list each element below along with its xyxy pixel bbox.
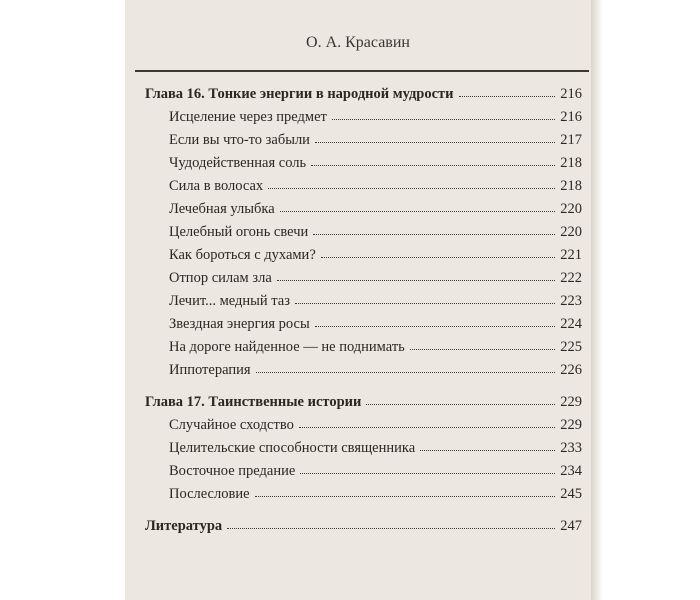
item-title: Сила в волосах bbox=[169, 178, 264, 194]
toc-item bbox=[169, 245, 582, 263]
item-title: Иппотерапия bbox=[169, 362, 251, 378]
toc-item bbox=[169, 176, 582, 194]
leader-dots bbox=[256, 359, 556, 373]
item-title: Восточное предание bbox=[169, 463, 296, 479]
running-header: О. А. Красавин bbox=[306, 34, 410, 51]
chapter-title: Глава 17. Таинственные истории bbox=[145, 394, 362, 410]
page-number: 217 bbox=[560, 132, 582, 148]
page-number: 222 bbox=[560, 270, 582, 286]
toc-item bbox=[169, 415, 582, 433]
item-title: Исцеление через предмет bbox=[169, 109, 327, 125]
item-title: Послесловие bbox=[169, 486, 250, 502]
literature-title: Литература bbox=[145, 518, 223, 534]
item-title: Звездная энергия росы bbox=[169, 316, 310, 332]
toc-item bbox=[169, 360, 582, 378]
page-edge-shadow bbox=[591, 0, 603, 600]
page-number: 216 bbox=[560, 86, 582, 102]
item-title: На дороге найденное — не поднимать bbox=[169, 339, 405, 355]
page-number: 247 bbox=[560, 518, 582, 534]
page-number: 245 bbox=[560, 486, 582, 502]
page-number: 234 bbox=[560, 463, 582, 479]
page-number: 216 bbox=[560, 109, 582, 125]
leader-dots bbox=[268, 175, 555, 189]
leader-dots bbox=[313, 221, 555, 235]
page-number: 229 bbox=[560, 394, 582, 410]
leader-dots bbox=[299, 414, 555, 428]
item-title: Как бороться с духами? bbox=[169, 247, 316, 263]
toc-chapter-16 bbox=[145, 84, 582, 102]
page-number: 218 bbox=[560, 178, 582, 194]
leader-dots bbox=[227, 515, 555, 529]
toc-item bbox=[169, 484, 582, 502]
toc-item bbox=[169, 107, 582, 125]
item-title: Целебный огонь свечи bbox=[169, 224, 309, 240]
leader-dots bbox=[420, 437, 555, 451]
item-title: Отпор силам зла bbox=[169, 270, 272, 286]
leader-dots bbox=[321, 244, 555, 258]
leader-dots bbox=[255, 483, 556, 497]
page-number: 229 bbox=[560, 417, 582, 433]
leader-dots bbox=[459, 83, 556, 97]
leader-dots bbox=[280, 198, 556, 212]
toc-item bbox=[169, 337, 582, 355]
page-number: 223 bbox=[560, 293, 582, 309]
toc-item bbox=[169, 438, 582, 456]
leader-dots bbox=[277, 267, 555, 281]
toc-item bbox=[169, 130, 582, 148]
table-of-contents bbox=[125, 0, 591, 600]
item-title: Целительские способности священника bbox=[169, 440, 416, 456]
page-number: 220 bbox=[560, 224, 582, 240]
leader-dots bbox=[315, 313, 556, 327]
chapter-title: Глава 16. Тонкие энергии в народной мудрости bbox=[145, 86, 454, 102]
toc-item bbox=[169, 268, 582, 286]
leader-dots bbox=[332, 106, 555, 120]
item-title: Случайное сходство bbox=[169, 417, 294, 433]
item-title: Чудодейственная соль bbox=[169, 155, 307, 171]
page-number: 224 bbox=[560, 316, 582, 332]
leader-dots bbox=[295, 290, 555, 304]
leader-dots bbox=[311, 152, 555, 166]
leader-dots bbox=[410, 336, 555, 350]
page-number: 221 bbox=[560, 247, 582, 263]
item-title: Лечебная улыбка bbox=[169, 201, 275, 217]
page-number: 218 bbox=[560, 155, 582, 171]
toc-literature bbox=[145, 516, 582, 534]
page-number: 233 bbox=[560, 440, 582, 456]
page-number: 226 bbox=[560, 362, 582, 378]
toc-item bbox=[169, 314, 582, 332]
toc-chapter-17 bbox=[145, 392, 582, 410]
item-title: Если вы что-то забыли bbox=[169, 132, 310, 148]
leader-dots bbox=[366, 391, 555, 405]
toc-item bbox=[169, 222, 582, 240]
toc-item bbox=[169, 153, 582, 171]
leader-dots bbox=[315, 129, 555, 143]
page-number: 220 bbox=[560, 201, 582, 217]
toc-item bbox=[169, 199, 582, 217]
book-page bbox=[125, 0, 591, 600]
page-number: 225 bbox=[560, 339, 582, 355]
toc-item bbox=[169, 461, 582, 479]
toc-item bbox=[169, 291, 582, 309]
leader-dots bbox=[300, 460, 555, 474]
item-title: Лечит... медный таз bbox=[169, 293, 290, 309]
